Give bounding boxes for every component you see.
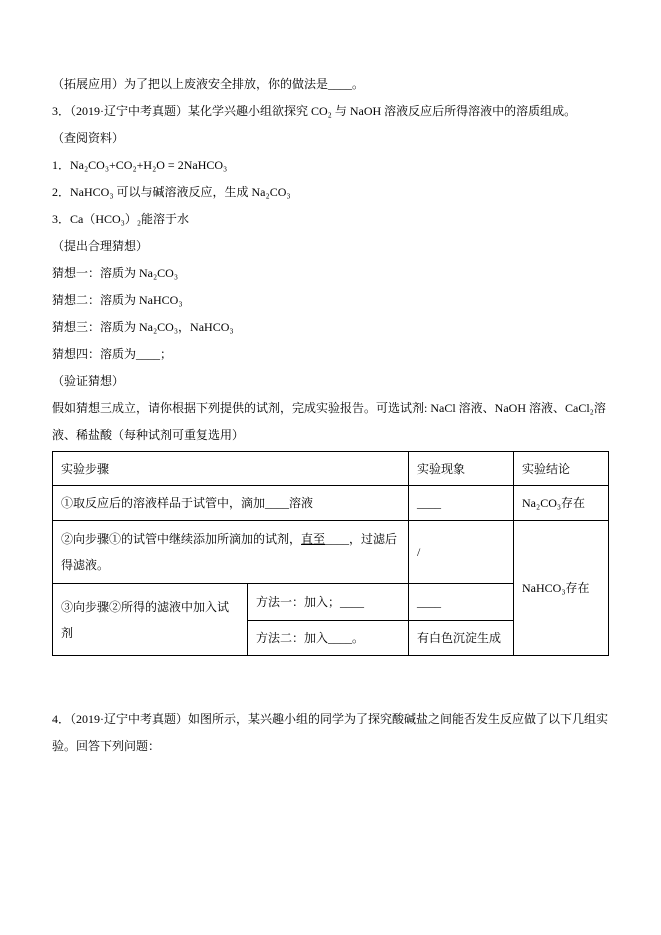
step2-blank: ____ bbox=[325, 532, 350, 546]
cell-step1-phenomenon: ____ bbox=[409, 486, 514, 521]
paragraph-verify-header: （验证猜想） bbox=[52, 374, 125, 388]
paragraph-q3-intro: 3．（2019·辽宁中考真题）某化学兴趣小组欲探究 CO₂ 与 NaOH 溶液反应后所得溶液中的溶质组成。 bbox=[52, 104, 577, 118]
cell-step2 bbox=[53, 521, 409, 584]
table-header-row bbox=[53, 452, 609, 486]
cell-step1: ①取反应后的溶液样品于试管中，滴加____溶液 bbox=[53, 486, 409, 521]
paragraph-verify-intro: 假如猜想三成立，请你根据下列提供的试剂，完成实验报告。可选试剂: NaCl 溶液、NaOH 溶液、CaCl₂溶液、稀盐酸（每种试剂可重复选用） bbox=[52, 401, 606, 442]
table-row-step2 bbox=[53, 521, 609, 584]
step2-text-underlined: 直至 bbox=[301, 532, 326, 546]
cell-step2-phenomenon: / bbox=[409, 521, 514, 584]
step2-text-suffix: ，过滤后得滤液。 bbox=[61, 532, 398, 572]
header-cell-phenomena: 实验现象 bbox=[409, 452, 514, 486]
paragraph-reference-3: 3．Ca（HCO₃）₂能溶于水 bbox=[52, 212, 190, 226]
experiment-report-table bbox=[52, 451, 609, 656]
paragraph-reference-2: 2．NaHCO₃ 可以与碱溶液反应，生成 Na₂CO₃ bbox=[52, 185, 291, 199]
cell-step2-3-conclusion: NaHCO₃存在 bbox=[514, 521, 609, 656]
paragraph-guess-header: （提出合理猜想） bbox=[52, 239, 149, 253]
paragraph-expand-application: （拓展应用）为了把以上废液安全排放，你的做法是____。 bbox=[52, 77, 365, 91]
cell-step3-method2: 方法二：加入____。 bbox=[248, 621, 409, 656]
cell-step3: ③向步骤②所得的滤液中加入试剂 bbox=[53, 584, 248, 656]
paragraph-reference-1: 1．Na₂CO₃+CO₂+H₂O = 2NaHCO₃ bbox=[52, 158, 228, 172]
paragraph-guess-1: 猜想一：溶质为 Na₂CO₃ bbox=[52, 266, 179, 280]
step2-text-prefix: ②向步骤①的试管中继续添加所滴加的试剂， bbox=[61, 532, 302, 546]
header-cell-conclusions: 实验结论 bbox=[514, 452, 609, 486]
cell-step1-conclusion: Na₂CO₃存在 bbox=[514, 486, 609, 521]
paragraph-guess-3: 猜想三：溶质为 Na₂CO₃，NaHCO₃ bbox=[52, 320, 234, 334]
cell-step3-method2-phenomenon: 有白色沉淀生成 bbox=[409, 621, 514, 656]
paragraph-guess-2: 猜想二：溶质为 NaHCO₃ bbox=[52, 293, 183, 307]
paragraph-guess-4: 猜想四：溶质为____； bbox=[52, 347, 173, 361]
table-row-step1 bbox=[53, 486, 609, 521]
header-cell-steps: 实验步骤 bbox=[53, 452, 409, 486]
paragraph-q4-intro: 4．（2019·辽宁中考真题）如图所示，某兴趣小组的同学为了探究酸碱盐之间能否发生反应做了以下几组实验。回答下列问题： bbox=[52, 712, 609, 753]
paragraph-reference-header: （查阅资料） bbox=[52, 131, 125, 145]
cell-step3-method1: 方法一：加入；____ bbox=[248, 584, 409, 621]
cell-step3-method1-phenomenon: ____ bbox=[409, 584, 514, 621]
